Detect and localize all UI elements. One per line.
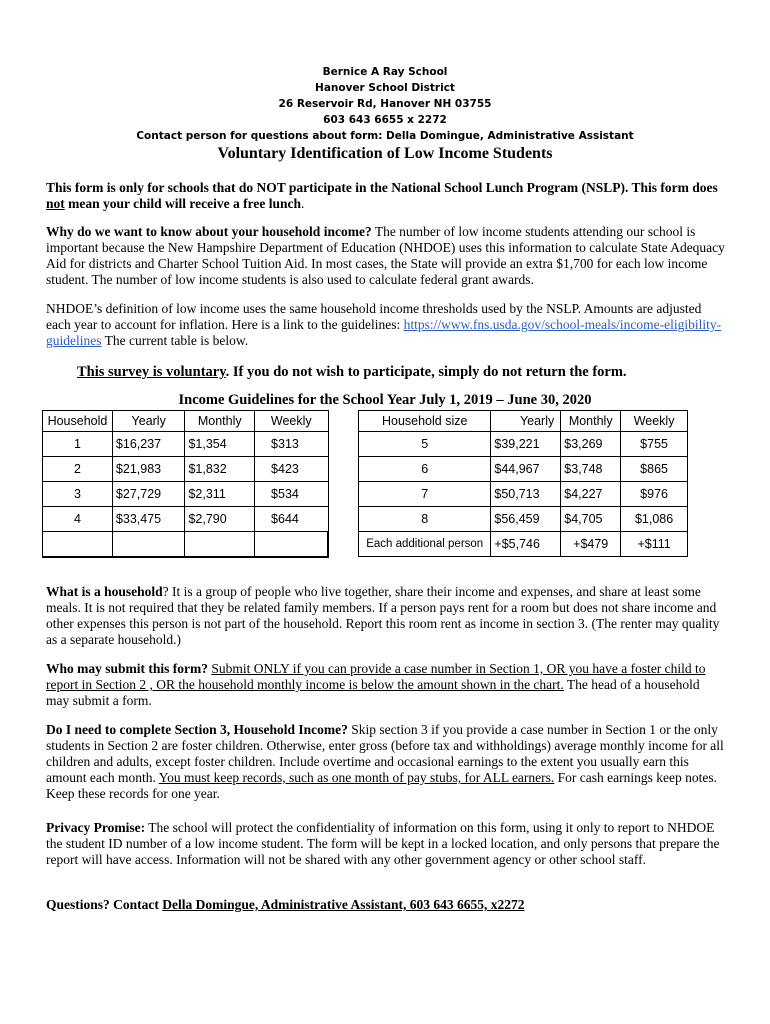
table-cell: $16,237 — [112, 432, 185, 457]
table-cell: $2,790 — [185, 507, 255, 532]
col-header: Weekly — [621, 411, 688, 432]
table-cell: $1,832 — [185, 457, 255, 482]
table-header-row — [43, 411, 329, 432]
col-header: Weekly — [255, 411, 328, 432]
col-header: Household size — [359, 411, 491, 432]
district-name: Hanover School District — [315, 82, 455, 94]
table-cell: $4,705 — [561, 507, 621, 532]
table-cell: 4 — [43, 507, 113, 532]
table-cell: $21,983 — [112, 457, 185, 482]
table-cell: $755 — [621, 432, 688, 457]
table-cell: 6 — [359, 457, 491, 482]
intro-paragraph: This form is only for schools that do NOT participate in the National School Lunch Program (NSLP). This form does not mean your child will receive a free lunch. — [46, 180, 718, 211]
table-cell: 3 — [43, 482, 113, 507]
table-cell: $423 — [255, 457, 328, 482]
col-header: Monthly — [561, 411, 621, 432]
table-cell: 8 — [359, 507, 491, 532]
table-title: Income Guidelines for the School Year July 1, 2019 – June 30, 2020 — [178, 392, 592, 408]
page-title: Voluntary Identification of Low Income Students — [217, 145, 553, 162]
table-cell: $2,311 — [185, 482, 255, 507]
table-cell: 2 — [43, 457, 113, 482]
table-cell: +$479 — [561, 532, 621, 557]
table-cell — [112, 532, 185, 558]
table-header-row — [359, 411, 688, 432]
household-paragraph: What is a household? It is a group of people who live together, share their income and expenses, and share at least some meals. It is not required that they be related family members. If a person pays rent for a room but does not share income and other expenses this person is not part of the household. Report this room rent as income in section 3. (The renter may quality as a separate household.) — [46, 584, 720, 647]
questions-line: Questions? Contact Della Domingue, Administrative Assistant, 603 643 6655, x2272 — [46, 897, 525, 912]
income-table-right — [358, 410, 688, 557]
contact-link: Della Domingue, Administrative Assistant, 603 643 6655, x2272 — [162, 897, 525, 912]
school-phone: 603 643 6655 x 2272 — [323, 114, 447, 126]
guidelines-link[interactable]: https://www.fns.usda.gov/school-meals/income-eligibility-guidelines — [46, 317, 722, 348]
table-row — [359, 482, 688, 507]
section3-paragraph: Do I need to complete Section 3, Household Income? Skip section 3 if you provide a case number in Section 1 or the only students in Section 2 are foster children. Otherwise, enter gross (before tax and withholdings) average monthly income for all children and adults, except foster children. Include overtime and occasional earnings to the extent you usually earn this amount each month. You must keep records, such as one month of pay stubs, for ALL earners. For cash earnings keep notes. Keep these records for one year. — [46, 722, 724, 801]
income-table-left — [42, 410, 329, 558]
voluntary-notice: This survey is voluntary. If you do not wish to participate, simply do not return the form. — [77, 364, 627, 380]
school-name: Bernice A Ray School — [322, 66, 448, 78]
table-cell: $56,459 — [491, 507, 561, 532]
table-cell: $44,967 — [491, 457, 561, 482]
col-header: Monthly — [185, 411, 255, 432]
table-cell: $644 — [255, 507, 328, 532]
table-cell: $976 — [621, 482, 688, 507]
table-row — [43, 482, 329, 507]
table-row — [43, 532, 329, 558]
table-row — [43, 432, 329, 457]
table-cell: $39,221 — [491, 432, 561, 457]
table-cell: $50,713 — [491, 482, 561, 507]
school-address: 26 Reservoir Rd, Hanover NH 03755 — [278, 98, 492, 110]
table-cell — [43, 532, 113, 558]
table-cell: 1 — [43, 432, 113, 457]
privacy-paragraph: Privacy Promise: The school will protect the confidentiality of information on this form, using it only to report to NHDOE the student ID number of a low income student. The form will be kept in a locked location, and only persons that prepare the report will have access. Information will not be shared with any other government agency or other school staff. — [46, 820, 720, 867]
table-cell: $865 — [621, 457, 688, 482]
table-cell: $1,086 — [621, 507, 688, 532]
table-row — [359, 507, 688, 532]
table-row — [359, 457, 688, 482]
contact-person: Contact person for questions about form: Della Domingue, Administrative Assistant — [136, 130, 634, 142]
table-cell: $534 — [255, 482, 328, 507]
table-cell: 7 — [359, 482, 491, 507]
table-row — [359, 432, 688, 457]
table-cell: $3,748 — [561, 457, 621, 482]
table-cell — [185, 532, 255, 558]
definition-paragraph: NHDOE’s definition of low income uses the same household income thresholds used by the NSLP. Amounts are adjusted each year to account for inflation. Here is a link to the guidelines: https://www.fns.usda.gov/school-meals/income-eligibility-guidelines The current table is below. — [46, 301, 722, 348]
why-paragraph: Why do we want to know about your household income? The number of low income students attending our school is important because the New Hampshire Department of Education (NHDOE) uses this information to calculate State Adequacy Aid for districts and Charter School Tuition Aid. In most cases, the State will provide an extra $1,700 for each low income student. The number of low income students is also used to calculate federal grant awards. — [46, 224, 725, 287]
table-row — [359, 532, 688, 557]
col-header: Household — [43, 411, 113, 432]
table-cell: $27,729 — [112, 482, 185, 507]
col-header: Yearly — [112, 411, 185, 432]
col-header: Yearly — [491, 411, 561, 432]
who-paragraph: Who may submit this form? Submit ONLY if you can provide a case number in Section 1, OR you have a foster child to report in Section 2 , OR the household monthly income is below the amount shown in the chart. The head of a household may submit a form. — [46, 661, 706, 708]
table-cell: $313 — [255, 432, 328, 457]
table-cell: $4,227 — [561, 482, 621, 507]
table-row — [43, 507, 329, 532]
table-cell: $3,269 — [561, 432, 621, 457]
table-cell: $1,354 — [185, 432, 255, 457]
table-row — [43, 457, 329, 482]
table-cell: 5 — [359, 432, 491, 457]
table-cell: +$5,746 — [491, 532, 561, 557]
table-cell — [255, 532, 328, 558]
table-cell: +$111 — [621, 532, 688, 557]
table-cell: $33,475 — [112, 507, 185, 532]
table-cell: Each additional person — [359, 532, 491, 557]
